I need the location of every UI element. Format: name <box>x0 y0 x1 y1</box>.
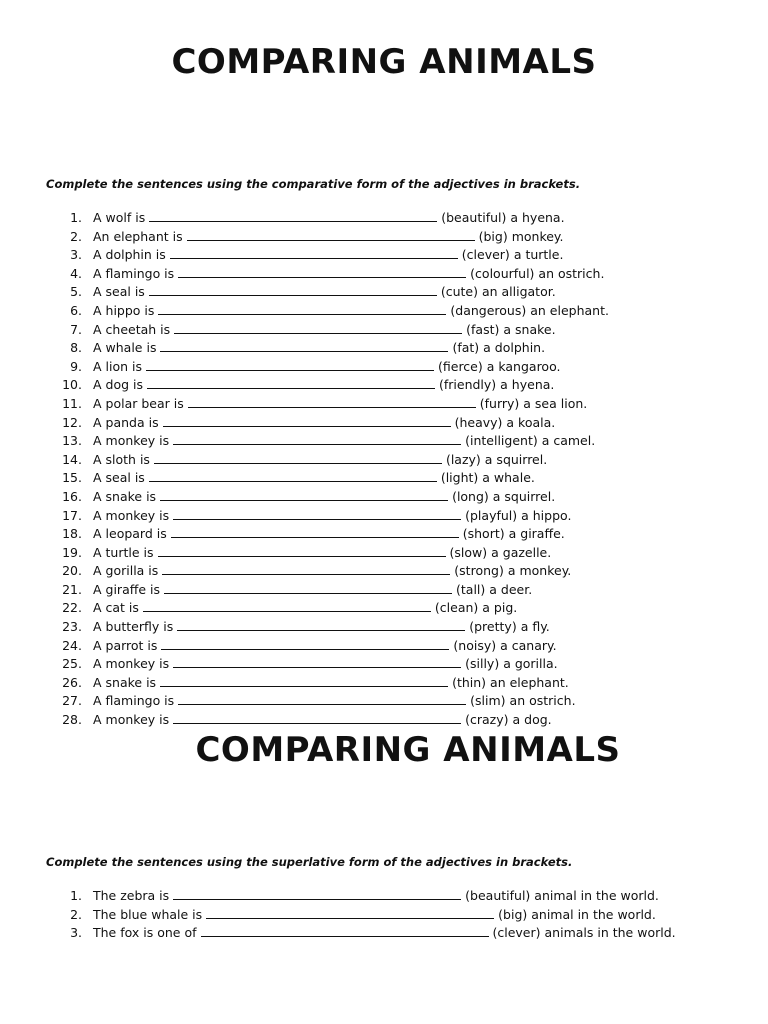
sentence-ending: an elephant. <box>530 302 609 318</box>
answer-blank[interactable] <box>149 283 437 296</box>
answer-blank[interactable] <box>160 674 448 687</box>
adjective-hint: (silly) <box>465 656 500 672</box>
adjective-hint: (lazy) <box>445 451 481 467</box>
adjective-hint: (dangerous) <box>450 302 527 318</box>
adjective-hint: (fast) <box>466 321 500 337</box>
sentence-subject: A dolphin is <box>93 247 166 263</box>
answer-blank[interactable] <box>143 599 431 612</box>
sentence-ending: a camel. <box>541 433 596 449</box>
answer-blank[interactable] <box>160 488 448 501</box>
item-number: 28. <box>62 712 82 728</box>
answer-blank[interactable] <box>147 376 435 389</box>
adjective-hint: (thin) <box>452 674 487 690</box>
sentence-ending: a fly. <box>520 619 550 635</box>
sentence-ending: a turtle. <box>513 247 564 263</box>
sentence-subject: A gorilla is <box>93 563 159 579</box>
item-number: 25. <box>62 656 82 672</box>
sentence-subject: A parrot is <box>93 637 158 653</box>
sentence-ending: an elephant. <box>490 674 569 690</box>
sentence-subject: A monkey is <box>93 507 170 523</box>
answer-blank[interactable] <box>173 711 461 724</box>
answer-blank[interactable] <box>178 692 466 705</box>
adjective-hint: (playful) <box>465 507 518 523</box>
answer-blank[interactable] <box>146 358 434 371</box>
adjective-hint: (pretty) <box>469 619 517 635</box>
answer-blank[interactable] <box>178 265 466 278</box>
answer-blank[interactable] <box>161 637 449 650</box>
item-number: 1. <box>70 888 82 903</box>
sentence-ending: monkey. <box>511 228 564 244</box>
instructions-comparative: Complete the sentences using the comparative form of the adjectives in brackets. <box>46 177 581 191</box>
item-number: 20. <box>62 563 82 579</box>
sentence-subject: A butterfly is <box>93 619 174 635</box>
sentence-ending: an ostrich. <box>538 265 605 281</box>
sentence-subject: A whale is <box>93 340 157 356</box>
sentence-subject: A cheetah is <box>93 321 171 337</box>
item-number: 9. <box>70 358 82 374</box>
item-number: 7. <box>70 321 82 337</box>
answer-blank[interactable] <box>173 887 461 900</box>
adjective-hint: (fierce) <box>438 358 483 374</box>
sentence-subject: A turtle is <box>93 544 154 560</box>
sentence-ending: a snake. <box>503 321 556 337</box>
adjective-hint: (crazy) <box>465 712 509 728</box>
answer-blank[interactable] <box>177 618 465 631</box>
adjective-hint: (slim) <box>470 693 506 709</box>
sentence-subject: A snake is <box>93 674 157 690</box>
item-number: 24. <box>62 637 82 653</box>
item-number: 4. <box>70 265 82 281</box>
adjective-hint: (cute) <box>440 284 478 300</box>
adjective-hint: (short) <box>462 526 505 542</box>
sentence-ending: a deer. <box>489 581 533 597</box>
item-number: 5. <box>70 284 82 300</box>
sentence-subject: A giraffe is <box>93 581 160 597</box>
adjective-hint: (big) <box>498 906 528 922</box>
item-number: 19. <box>62 544 82 560</box>
item-number: 23. <box>62 619 82 635</box>
item-number: 10. <box>62 377 82 393</box>
answer-blank[interactable] <box>149 469 437 482</box>
sentence-ending: animal in the world. <box>534 888 659 903</box>
item-number: 12. <box>62 414 82 430</box>
answer-blank[interactable] <box>187 228 475 241</box>
answer-blank[interactable] <box>188 395 476 408</box>
item-number: 3. <box>70 247 82 263</box>
sentence-subject: A lion is <box>93 358 142 374</box>
adjective-hint: (furry) <box>479 395 520 411</box>
sentence-subject: A panda is <box>93 414 159 430</box>
answer-blank[interactable] <box>173 507 461 520</box>
item-number: 3. <box>70 925 82 941</box>
item-number: 26. <box>62 674 82 690</box>
sentence-subject: A seal is <box>93 470 145 486</box>
sentence-ending: an alligator. <box>481 284 556 300</box>
sentence-subject: A hippo is <box>93 302 155 318</box>
sentence-ending: a kangaroo. <box>486 358 561 374</box>
answer-blank[interactable] <box>162 562 450 575</box>
answer-blank[interactable] <box>163 414 451 427</box>
sentence-ending: a pig. <box>482 600 518 616</box>
adjective-hint: (clean) <box>434 600 479 616</box>
item-number: 2. <box>70 228 82 244</box>
sentence-ending: a hippo. <box>521 507 572 523</box>
sentence-subject: A wolf is <box>93 210 146 225</box>
adjective-hint: (long) <box>452 488 489 504</box>
adjective-hint: (clever) <box>492 925 541 941</box>
answer-blank[interactable] <box>154 451 442 464</box>
adjective-hint: (noisy) <box>453 637 497 653</box>
answer-blank[interactable] <box>206 906 494 919</box>
answer-blank[interactable] <box>149 209 437 222</box>
item-number: 16. <box>62 488 82 504</box>
adjective-hint: (light) <box>440 470 479 486</box>
adjective-hint: (big) <box>478 228 508 244</box>
sentence-subject: The zebra is <box>93 888 170 903</box>
answer-blank[interactable] <box>158 302 446 315</box>
sentence-subject: A cat is <box>93 600 139 616</box>
item-number: 22. <box>62 600 82 616</box>
adjective-hint: (colourful) <box>470 265 535 281</box>
answer-blank[interactable] <box>201 924 489 937</box>
item-number: 6. <box>70 302 82 318</box>
sentence-ending: a squirrel. <box>484 451 548 467</box>
sentence-ending: a canary. <box>500 637 557 653</box>
sentence-ending: a dolphin. <box>483 340 546 356</box>
adjective-hint: (strong) <box>454 563 504 579</box>
item-number: 21. <box>62 581 82 597</box>
sentence-ending: a sea lion. <box>523 395 588 411</box>
adjective-hint: (beautiful) <box>441 210 507 225</box>
sentence-ending: a whale. <box>482 470 535 486</box>
item-number: 8. <box>70 340 82 356</box>
sentence-subject: The fox is one of <box>93 925 197 941</box>
item-number: 1. <box>70 210 82 225</box>
adjective-hint: (clever) <box>461 247 510 263</box>
sentence-subject: A monkey is <box>93 712 170 728</box>
instructions-superlative: Complete the sentences using the superlative form of the adjectives in brackets. <box>46 855 573 869</box>
page-title: COMPARING ANIMALS <box>171 42 597 82</box>
answer-blank[interactable] <box>171 525 459 538</box>
item-number: 17. <box>62 507 82 523</box>
answer-blank[interactable] <box>158 544 446 557</box>
answer-blank[interactable] <box>173 655 461 668</box>
item-number: 13. <box>62 433 82 449</box>
sentence-ending: a squirrel. <box>492 488 556 504</box>
sentence-subject: The blue whale is <box>93 906 203 922</box>
item-number: 11. <box>62 395 82 411</box>
item-number: 14. <box>62 451 82 467</box>
sentence-ending: a gorilla. <box>503 656 558 672</box>
sentence-ending: a monkey. <box>507 563 572 579</box>
adjective-hint: (beautiful) <box>465 888 531 903</box>
item-number: 18. <box>62 526 82 542</box>
adjective-hint: (heavy) <box>454 414 503 430</box>
sentence-ending: a hyena. <box>510 210 565 225</box>
answer-blank[interactable] <box>174 321 462 334</box>
sentence-ending: animals in the world. <box>544 925 676 941</box>
sentence-subject: A leopard is <box>93 526 167 542</box>
item-number: 27. <box>62 693 82 709</box>
sentence-subject: A polar bear is <box>93 395 184 411</box>
sentence-ending: a dog. <box>512 712 552 728</box>
item-number: 15. <box>62 470 82 486</box>
sentence-subject: A sloth is <box>93 451 150 467</box>
adjective-hint: (slow) <box>449 544 488 560</box>
adjective-hint: (fat) <box>452 340 480 356</box>
sentence-subject: A snake is <box>93 488 157 504</box>
adjective-hint: (friendly) <box>439 377 497 393</box>
sentence-subject: A monkey is <box>93 656 170 672</box>
sentence-ending: an ostrich. <box>509 693 576 709</box>
sentence-ending: animal in the world. <box>531 906 656 922</box>
sentence-subject: A flamingo is <box>93 265 175 281</box>
answer-blank[interactable] <box>164 581 452 594</box>
sentence-ending: a gazelle. <box>491 544 552 560</box>
page-title-superlative: COMPARING ANIMALS <box>195 730 621 770</box>
adjective-hint: (intelligent) <box>465 433 538 449</box>
answer-blank[interactable] <box>170 246 458 259</box>
sentence-subject: An elephant is <box>93 228 183 244</box>
answer-blank[interactable] <box>160 339 448 352</box>
answer-blank[interactable] <box>173 432 461 445</box>
sentence-ending: a koala. <box>506 414 556 430</box>
sentence-subject: A seal is <box>93 284 145 300</box>
sentence-subject: A dog is <box>93 377 143 393</box>
item-number: 2. <box>70 906 82 922</box>
sentence-ending: a giraffe. <box>508 526 565 542</box>
sentence-ending: a hyena. <box>500 377 555 393</box>
sentence-subject: A flamingo is <box>93 693 175 709</box>
sentence-subject: A monkey is <box>93 433 170 449</box>
adjective-hint: (tall) <box>456 581 486 597</box>
